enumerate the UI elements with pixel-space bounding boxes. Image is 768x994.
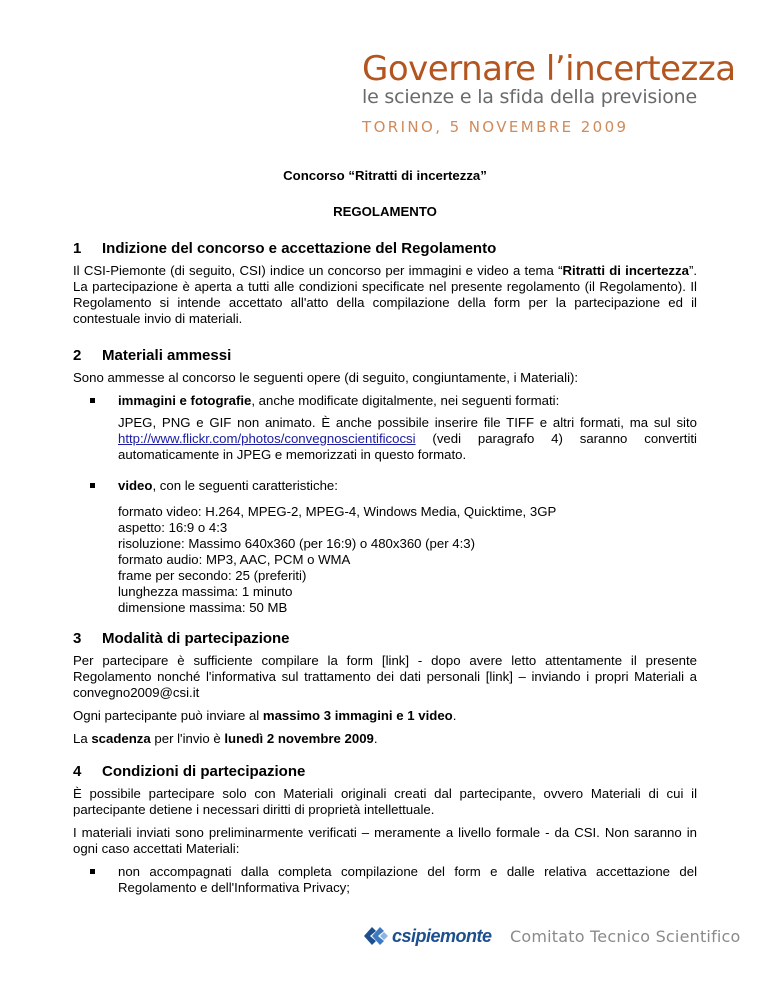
text-run: Ogni partecipante può inviare al [73,708,263,723]
committee-label: Comitato Tecnico Scientifico [510,927,741,946]
section-3-deadline [73,731,697,747]
text-run: . [452,708,457,723]
text-run: . [373,731,378,746]
bold-text: immagini e fotografie [118,393,252,408]
video-spec: risoluzione: Massimo 640x360 (per 16:9) o 480x360 (per 4:3) [118,536,475,551]
text-run: JPEG, PNG e GIF non animato. È anche possibile inserire file TIFF e altri formati, ma sul sito [118,415,697,430]
section-number: 4 [73,763,82,780]
section-4-paragraph: È possibile partecipare solo con Materiali originali creati dal partecipante, ovvero Materiali di cui il partecipante detiene i necessari diritti di proprietà intellettuale. [73,786,697,817]
list-item-condition [73,864,697,896]
csi-logo-text [392,926,492,947]
flickr-link[interactable]: http://www.flickr.com/photos/convegnoscientificocsi [118,431,416,446]
event-subtitle: le scienze e la sfida della previsione [362,86,697,108]
contest-title: Concorso “Ritratti di incertezza” [283,168,487,183]
regulation-title: REGOLAMENTO [333,204,437,219]
video-spec: aspetto: 16:9 o 4:3 [118,520,228,535]
event-title: Governare l’incertezza [362,49,736,89]
event-header [362,50,762,136]
video-spec: frame per secondo: 25 (preferiti) [118,568,307,583]
section-4-paragraph: I materiali inviati sono preliminarmente verificati – meramente a livello formale - da CSI. Non saranno in ogni caso accettati Materiali: [73,825,697,856]
section-2-intro: Sono ammesse al concorso le seguenti opere (di seguito, congiuntamente, i Materiali): [73,370,579,385]
text-run: , con le seguenti caratteristiche: [152,478,338,493]
section-title: Indizione del concorso e accettazione del Regolamento [102,240,497,257]
logo-text-part: piemonte [415,926,492,946]
bold-text: Ritratti di incertezza [562,263,689,278]
bullet-square-icon [90,869,95,874]
section-number: 1 [73,240,82,257]
video-spec: formato video: H.264, MPEG-2, MPEG-4, Windows Media, Quicktime, 3GP [118,504,557,519]
bullet-square-icon [90,483,95,488]
video-spec: formato audio: MP3, AAC, PCM o WMA [118,552,351,567]
section-title: Materiali ammessi [102,347,232,364]
logo-text-part: csi [392,926,416,946]
section-title: Condizioni di partecipazione [102,763,306,780]
text-run: (vedi paragrafo 4) saranno convertiti automaticamente in JPEG e memorizzati in questo formato. [118,431,697,462]
document-body [73,168,697,902]
bold-text: scadenza [91,731,151,746]
list-item-images [73,393,697,463]
text-run: Il CSI-Piemonte (di seguito, CSI) indice un concorso per immagini e video a tema “ [73,263,563,278]
footer [362,923,742,951]
section-2-heading [73,347,697,365]
text-run: per l'invio è [150,731,225,746]
csi-logo-icon [362,923,390,949]
text-run: La [73,731,92,746]
bold-text: video [118,478,153,493]
video-spec: lunghezza massima: 1 minuto [118,584,293,599]
section-3-paragraph: Per partecipare è sufficiente compilare la form [link] - dopo avere letto attentamente il presente Regolamento nonché l'informativa sul trattamento dei dati personali [link] – inviando i propri Materiali a convegno2009@csi.it [73,653,697,700]
image-formats-detail [118,415,697,463]
bold-text: lunedì 2 novembre 2009 [224,731,374,746]
section-3-heading [73,630,697,648]
section-number: 3 [73,630,82,647]
video-spec-list [118,504,697,616]
text-run: ”. La partecipazione è aperta a tutti alle condizioni specificate nel presente regolamento (il Regolamento). Il Regolamento si intende accettato all'atto della compilazione della form per la partecipazione ed il contestuale invio di materiali. [73,263,698,326]
video-spec: dimensione massima: 50 MB [118,600,288,615]
section-title: Modalità di partecipazione [102,630,290,647]
text-run: , anche modificate digitalmente, nei seguenti formati: [251,393,560,408]
bullet-square-icon [90,398,95,403]
section-number: 2 [73,347,82,364]
section-1-heading [73,240,697,258]
event-date: TORINO, 5 NOVEMBRE 2009 [362,118,629,136]
list-item-video [73,478,697,616]
section-4-heading [73,763,697,781]
section-1-paragraph [73,263,697,327]
section-3-limit [73,708,697,724]
condition-text: non accompagnati dalla completa compilazione del form e dalle relativa accettazione del Regolamento e dell'Informativa Privacy; [118,864,697,895]
bold-text: massimo 3 immagini e 1 video [262,708,453,723]
